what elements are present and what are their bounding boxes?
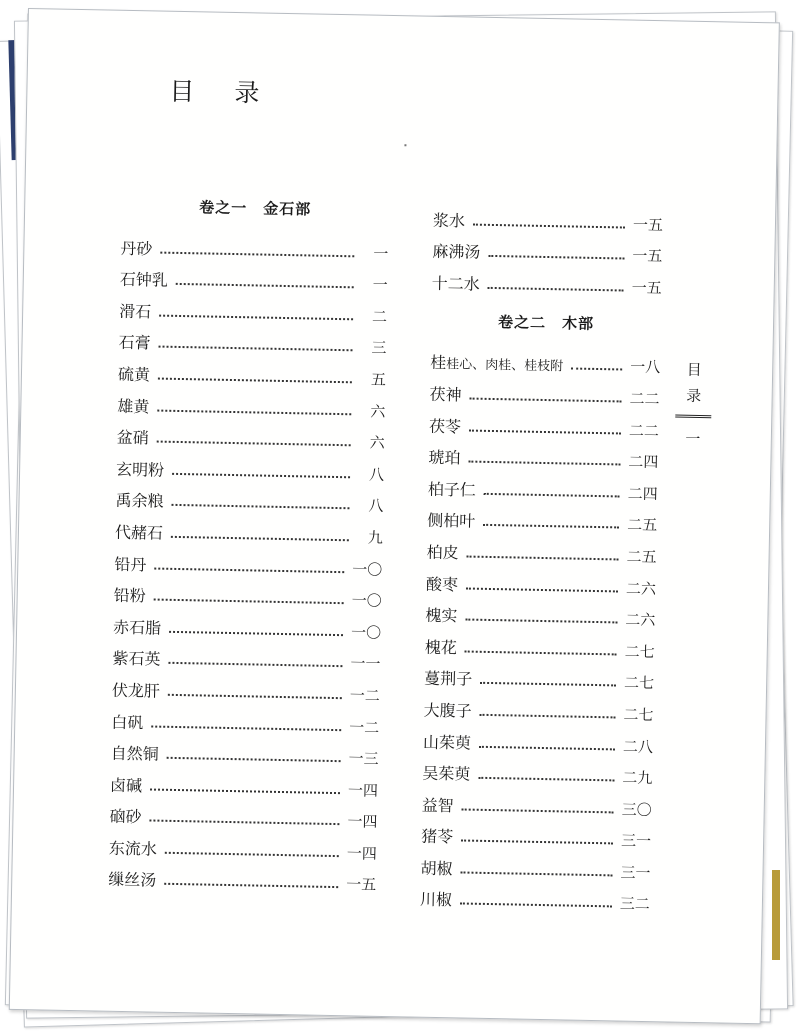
dot-leader xyxy=(473,223,625,228)
entry-name-text: 吴茱萸 xyxy=(422,763,471,784)
entry-page-number: 五 xyxy=(370,370,387,389)
toc-entry xyxy=(110,764,379,801)
book-edge xyxy=(772,870,780,960)
entry-name xyxy=(432,271,480,295)
toc-entry xyxy=(426,563,657,599)
entry-page-number: 二五 xyxy=(626,547,657,567)
dot-leader xyxy=(470,398,622,403)
toc-entry xyxy=(111,701,380,738)
dot-leader xyxy=(571,368,622,371)
side-tab-char: 目 xyxy=(686,360,702,379)
dot-leader xyxy=(483,524,619,529)
section-heading xyxy=(431,308,661,338)
dot-leader xyxy=(149,820,339,826)
toc-entry xyxy=(117,385,386,422)
entry-name xyxy=(114,551,146,575)
entry-name-text: 山茱萸 xyxy=(422,732,472,753)
toc-entry xyxy=(426,531,657,567)
entry-page-number: 一 xyxy=(372,275,388,295)
entry-name-text: 自然铜 xyxy=(110,743,159,764)
print-mark xyxy=(404,144,406,146)
page-number: 一 xyxy=(685,429,701,448)
dot-leader xyxy=(157,409,351,415)
entry-name xyxy=(108,867,156,891)
toc-entry xyxy=(428,468,659,504)
dot-leader xyxy=(488,287,624,292)
entry-name xyxy=(119,299,151,323)
section-subtitle: 金石部 xyxy=(263,199,312,219)
entry-page-number: 一八 xyxy=(630,358,661,377)
entry-page-number: 一四 xyxy=(347,812,378,832)
section-heading xyxy=(121,193,389,224)
entry-name-text: 川椒 xyxy=(419,890,453,910)
entry-name xyxy=(427,508,475,532)
entry-name-text: 桂 xyxy=(430,353,447,373)
entry-name xyxy=(113,614,161,638)
entry-name xyxy=(430,350,563,376)
entry-name xyxy=(423,729,471,753)
entry-name xyxy=(420,887,452,911)
entry-page-number: 二五 xyxy=(626,515,658,535)
entry-name xyxy=(110,772,142,796)
entry-page-number: 二七 xyxy=(624,642,655,661)
toc-entry xyxy=(427,500,658,536)
entry-name-text: 硇砂 xyxy=(109,806,142,827)
toc-entry xyxy=(422,752,653,788)
entry-page-number: 二九 xyxy=(622,768,653,788)
entry-name-text: 赤石脂 xyxy=(112,617,162,638)
entry-page-number: 二四 xyxy=(627,484,658,503)
entry-page-number: 三一 xyxy=(620,831,652,851)
toc-list xyxy=(108,227,389,895)
entry-page-number: 一二 xyxy=(349,717,380,737)
entry-page-number: 八 xyxy=(368,496,384,516)
entry-name-text: 铅粉 xyxy=(113,585,146,606)
entry-name xyxy=(424,666,472,690)
toc-entry xyxy=(423,721,654,757)
entry-name-text: 猪苓 xyxy=(420,826,454,847)
entry-name-text: 石钟乳 xyxy=(119,270,168,290)
dot-leader xyxy=(164,883,338,888)
toc-entry xyxy=(429,405,660,441)
entry-name-text: 大腹子 xyxy=(423,700,472,721)
dot-leader xyxy=(168,694,342,699)
dot-leader xyxy=(467,555,619,560)
entry-name-text: 滑石 xyxy=(119,301,152,322)
dot-leader xyxy=(480,682,616,687)
dot-leader xyxy=(169,631,343,636)
section-title: 卷之二 xyxy=(497,312,547,332)
toc-entry xyxy=(424,657,655,693)
entry-name-text: 酸枣 xyxy=(425,574,459,594)
entry-name-text: 柏皮 xyxy=(426,542,459,563)
entry-page-number: 一五 xyxy=(346,875,377,895)
toc-entry xyxy=(115,480,384,517)
entry-name-text: 槐花 xyxy=(424,637,457,658)
dot-leader xyxy=(465,619,617,624)
entry-name-text: 十二水 xyxy=(431,273,480,294)
dot-leader xyxy=(159,314,353,320)
entry-name xyxy=(109,804,141,828)
entry-page-number: 二八 xyxy=(622,737,654,756)
entry-name-text: 东流水 xyxy=(108,838,158,859)
entry-name xyxy=(120,267,168,291)
entry-name xyxy=(115,488,163,512)
toc-entry xyxy=(425,594,656,630)
entry-name-text: 茯苓 xyxy=(428,416,462,436)
toc-entry xyxy=(432,262,663,298)
dot-leader xyxy=(165,852,339,857)
toc-entry xyxy=(109,795,378,832)
entry-page-number: 二二 xyxy=(629,389,660,409)
toc-list-continued xyxy=(432,199,664,298)
toc-entry xyxy=(425,626,656,662)
toc-entry xyxy=(114,574,383,611)
dot-leader xyxy=(478,777,614,782)
entry-name xyxy=(112,646,160,670)
entry-name-text: 麻沸汤 xyxy=(432,241,481,262)
entry-page-number: 一五 xyxy=(631,278,662,297)
toc-entry xyxy=(120,227,389,264)
side-tab-char: 录 xyxy=(685,386,702,405)
entry-page-number: 二七 xyxy=(623,673,655,693)
entry-page-number: 一〇 xyxy=(352,559,383,579)
entry-page-number: 一 xyxy=(373,244,389,263)
entry-page-number: 二七 xyxy=(623,705,654,725)
entry-name xyxy=(420,856,452,880)
dot-leader xyxy=(151,725,341,731)
entry-page-number: 二六 xyxy=(625,579,657,598)
entry-name xyxy=(111,741,159,765)
entry-name-text: 铅丹 xyxy=(114,554,147,574)
entry-page-number: 二二 xyxy=(628,421,660,440)
dot-leader xyxy=(466,587,618,592)
entry-name xyxy=(118,330,150,354)
entry-name-text: 槐实 xyxy=(425,605,458,626)
entry-name-text: 雄黄 xyxy=(117,396,150,416)
dot-leader xyxy=(462,808,614,813)
toc-entry xyxy=(112,637,381,674)
toc-entry xyxy=(420,847,651,883)
entry-name xyxy=(116,457,164,481)
dot-leader xyxy=(465,650,617,655)
entry-page-number: 一四 xyxy=(346,844,378,863)
dot-leader xyxy=(480,714,616,719)
entry-name xyxy=(433,207,465,231)
entry-page-number: 一〇 xyxy=(351,591,382,611)
entry-name-text: 柏子仁 xyxy=(427,479,477,500)
dot-leader xyxy=(460,903,612,908)
entry-page-number: 一二 xyxy=(349,686,381,705)
toc-entry xyxy=(422,784,653,820)
toc-entry xyxy=(421,815,652,851)
toc-column-right xyxy=(420,199,664,915)
dot-leader xyxy=(171,504,349,509)
dot-leader xyxy=(158,378,352,384)
dot-leader xyxy=(469,429,621,434)
toc-entry xyxy=(433,199,664,235)
entry-page-number: 八 xyxy=(368,465,385,484)
dot-leader xyxy=(171,536,349,541)
entry-name-text: 禹余粮 xyxy=(115,491,164,512)
dot-leader xyxy=(154,567,344,573)
toc-entry xyxy=(120,258,389,295)
entry-name xyxy=(422,792,454,816)
entry-name-text: 盆硝 xyxy=(116,427,149,448)
entry-name-text: 侧柏叶 xyxy=(427,511,476,532)
dot-leader xyxy=(159,346,353,352)
entry-name-text: 茯神 xyxy=(429,384,462,405)
entry-name-text: 玄明粉 xyxy=(115,459,165,480)
dot-leader xyxy=(479,745,615,750)
entry-page-number: 一五 xyxy=(632,215,664,234)
dot-leader xyxy=(172,473,350,478)
entry-name xyxy=(428,445,460,469)
entry-page-number: 一三 xyxy=(348,749,379,768)
entry-name xyxy=(111,709,143,733)
side-tab-rule xyxy=(675,415,711,419)
entry-page-number: 三 xyxy=(371,339,387,358)
dot-leader xyxy=(461,840,613,845)
dot-leader xyxy=(154,599,344,605)
toc-entry xyxy=(113,606,382,643)
dot-leader xyxy=(157,441,351,447)
entry-name xyxy=(426,540,458,564)
entry-name-text: 硫黄 xyxy=(117,364,151,385)
side-tab xyxy=(671,356,717,452)
entry-name-text: 浆水 xyxy=(432,210,466,231)
toc-page xyxy=(9,8,780,1024)
entry-name xyxy=(426,571,458,595)
entry-name-text: 琥珀 xyxy=(428,447,461,468)
entry-name xyxy=(112,678,160,702)
entry-name-text: 丹砂 xyxy=(120,238,153,259)
section-subtitle: 木部 xyxy=(561,314,595,333)
entry-name xyxy=(429,413,461,437)
entry-page-number: 三一 xyxy=(620,863,651,882)
entry-name-text: 胡椒 xyxy=(420,858,453,879)
entry-name-text: 石膏 xyxy=(118,333,151,353)
entry-name xyxy=(428,477,476,501)
entry-page-number: 二四 xyxy=(628,452,659,472)
entry-name xyxy=(422,761,470,785)
dot-leader xyxy=(160,251,354,257)
entry-name xyxy=(120,235,152,259)
entry-page-number: 一一 xyxy=(350,654,381,674)
entry-name-text: 卤碱 xyxy=(109,775,143,796)
entry-page-number: 九 xyxy=(367,528,384,547)
entry-name-text: 蔓荆子 xyxy=(424,669,473,689)
entry-name-text: 紫石英 xyxy=(112,649,161,669)
toc-entry xyxy=(117,416,386,453)
entry-name xyxy=(429,382,461,406)
toc-entry xyxy=(116,448,385,485)
section-title: 卷之一 xyxy=(199,198,248,218)
toc-entry xyxy=(114,543,383,580)
dot-leader xyxy=(150,788,340,794)
entry-name xyxy=(425,603,457,627)
entry-name-text: 白矾 xyxy=(111,712,144,732)
entry-page-number: 三二 xyxy=(619,894,651,914)
dot-leader xyxy=(460,871,612,876)
entry-name xyxy=(425,634,457,658)
entry-page-number: 一五 xyxy=(632,246,663,266)
entry-page-number: 三〇 xyxy=(621,800,652,819)
toc-entry xyxy=(111,732,380,769)
toc-entry xyxy=(428,436,659,472)
toc-entry xyxy=(430,342,661,378)
page-title: 目 录 xyxy=(169,76,276,108)
toc-entry xyxy=(109,827,378,864)
entry-name-text: 代赭石 xyxy=(114,522,164,543)
dot-leader xyxy=(468,461,620,466)
toc-entry xyxy=(118,322,387,359)
entry-annotation: 桂心、肉桂、桂枝附 xyxy=(446,357,564,375)
toc-list xyxy=(420,342,661,915)
entry-name xyxy=(432,239,480,263)
dot-leader xyxy=(488,255,624,260)
entry-name-text: 缫丝汤 xyxy=(108,870,157,891)
dot-leader xyxy=(168,662,342,667)
toc-entry xyxy=(112,669,381,706)
entry-page-number: 六 xyxy=(369,433,385,453)
dot-leader xyxy=(176,283,354,288)
toc-entry xyxy=(423,689,654,725)
entry-page-number: 一〇 xyxy=(350,623,382,642)
toc-entry xyxy=(108,859,377,896)
entry-name xyxy=(109,836,157,860)
entry-page-number: 二 xyxy=(371,307,388,326)
entry-page-number: 一四 xyxy=(347,780,379,800)
entry-name-text: 益智 xyxy=(421,795,454,816)
entry-page-number: 六 xyxy=(370,402,386,421)
entry-name xyxy=(117,425,149,449)
entry-name xyxy=(117,393,149,417)
toc-entry xyxy=(429,373,660,409)
entry-name xyxy=(118,362,150,386)
toc-entry xyxy=(119,290,388,327)
entry-name xyxy=(115,520,163,544)
toc-entry xyxy=(420,879,651,915)
entry-page-number: 二六 xyxy=(625,610,656,630)
entry-name xyxy=(421,824,453,848)
entry-name xyxy=(114,583,146,607)
toc-entry xyxy=(115,511,384,548)
dot-leader xyxy=(484,493,620,498)
toc-entry xyxy=(432,230,663,266)
toc-entry xyxy=(118,353,387,390)
dot-leader xyxy=(167,757,341,762)
entry-name-text: 伏龙肝 xyxy=(111,680,161,701)
entry-name xyxy=(423,698,471,722)
toc-column-left xyxy=(108,193,389,895)
